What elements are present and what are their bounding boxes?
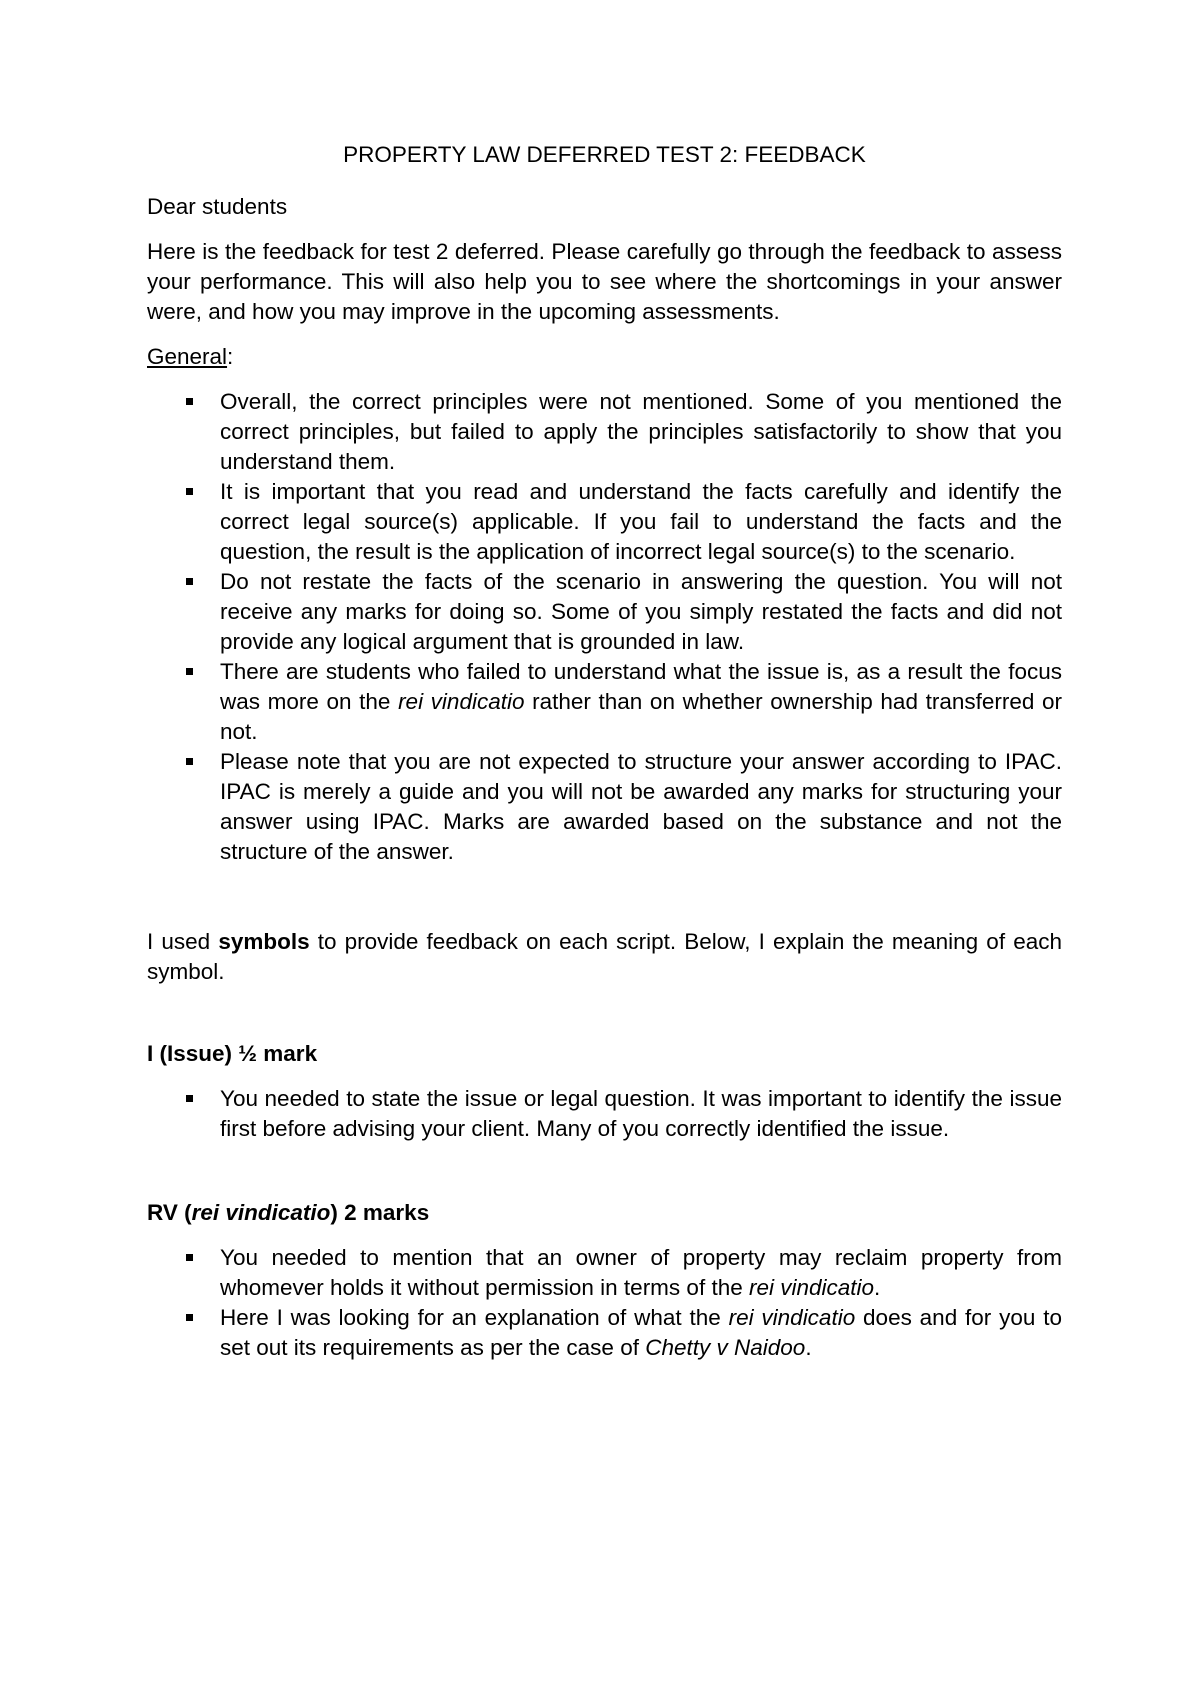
rv-heading-italic: rei vindicatio (191, 1200, 331, 1225)
list-item-text: It is important that you read and understand the facts carefully and identify the correct legal source(s) applicable. If you fail to understand the facts and the question, the result is the application of incorrect legal source(s) to the scenario. (220, 479, 1062, 564)
bullet-icon (186, 578, 193, 585)
bullet-icon (186, 758, 193, 765)
list-item (147, 1084, 1062, 1144)
bullet-icon (186, 488, 193, 495)
general-heading (147, 342, 1062, 372)
intro-paragraph: Here is the feedback for test 2 deferred. Please carefully go through the feedback to assess your performance. This will also help you to see where the shortcomings in your answer were, and how you may improve in the upcoming assessments. (147, 239, 1062, 324)
general-heading-text: General (147, 344, 228, 369)
greeting: Dear students (147, 194, 288, 219)
list-item (147, 477, 1062, 567)
bullet-icon (186, 1095, 193, 1102)
italic-term: rei vindicatio (748, 1275, 875, 1300)
list-item (147, 1303, 1062, 1363)
list-item-text: Here I was looking for an explanation of what the (220, 1305, 729, 1330)
list-item-text: There are students who failed to understand what the issue is, as a result the focus was more on the (220, 659, 1062, 714)
list-item (147, 747, 1062, 867)
symbols-bold-term: symbols (218, 929, 310, 954)
list-item-text: Do not restate the facts of the scenario in answering the question. You will not receive any marks for doing so. Some of you simply restated the facts and did not provide any logical argument that is grounded in law. (220, 569, 1062, 654)
list-item-text: . (805, 1335, 812, 1360)
italic-term: rei vindicatio (728, 1305, 856, 1330)
rv-heading (147, 1198, 1062, 1228)
issue-bullet-list (147, 1084, 1062, 1144)
rv-bullet-list (147, 1243, 1062, 1363)
general-bullet-list (147, 387, 1062, 867)
list-item-text: does and for you to set out its requirements as per the case of (220, 1305, 1062, 1360)
case-name: Chetty v Naidoo (645, 1335, 806, 1360)
rv-heading-prefix: RV ( (147, 1200, 192, 1225)
bullet-icon (186, 668, 193, 675)
list-item-text: . (874, 1275, 881, 1300)
list-item (147, 657, 1062, 747)
list-item (147, 1243, 1062, 1303)
rv-heading-suffix: ) 2 marks (330, 1200, 430, 1225)
issue-heading: I (Issue) ½ mark (147, 1041, 318, 1066)
list-item (147, 567, 1062, 657)
italic-term: rei vindicatio (398, 689, 525, 714)
symbols-intro-text: to provide feedback on each script. Below, I explain the meaning of each symbol. (147, 929, 1062, 984)
list-item-text: Overall, the correct principles were not mentioned. Some of you mentioned the correct principles, but failed to apply the principles satisfactorily to show that you understand them. (220, 389, 1062, 474)
document-title: PROPERTY LAW DEFERRED TEST 2: FEEDBACK (343, 142, 866, 167)
bullet-icon (186, 1314, 193, 1321)
document-body (147, 140, 1062, 1363)
list-item-text: You needed to state the issue or legal question. It was important to identify the issue first before advising your client. Many of you correctly identified the issue. (220, 1086, 1062, 1141)
bullet-icon (186, 1254, 193, 1261)
list-item-text: rather than on whether ownership had transferred or not. (220, 689, 1062, 744)
general-heading-colon: : (227, 344, 234, 369)
spacer (147, 987, 1062, 1039)
list-item (147, 387, 1062, 477)
symbols-intro-text: I used (147, 929, 219, 954)
list-item-text: Please note that you are not expected to structure your answer according to IPAC. IPAC is merely a guide and you will not be awarded any marks for structuring your answer using IPAC. Marks are awarded based on the substance and not the structure of the answer. (220, 749, 1062, 864)
spacer (147, 867, 1062, 927)
spacer (147, 1144, 1062, 1198)
list-item-text: You needed to mention that an owner of property may reclaim property from whomever holds it without permission in terms of the (220, 1245, 1062, 1300)
symbols-intro-paragraph (147, 927, 1062, 987)
bullet-icon (186, 398, 193, 405)
